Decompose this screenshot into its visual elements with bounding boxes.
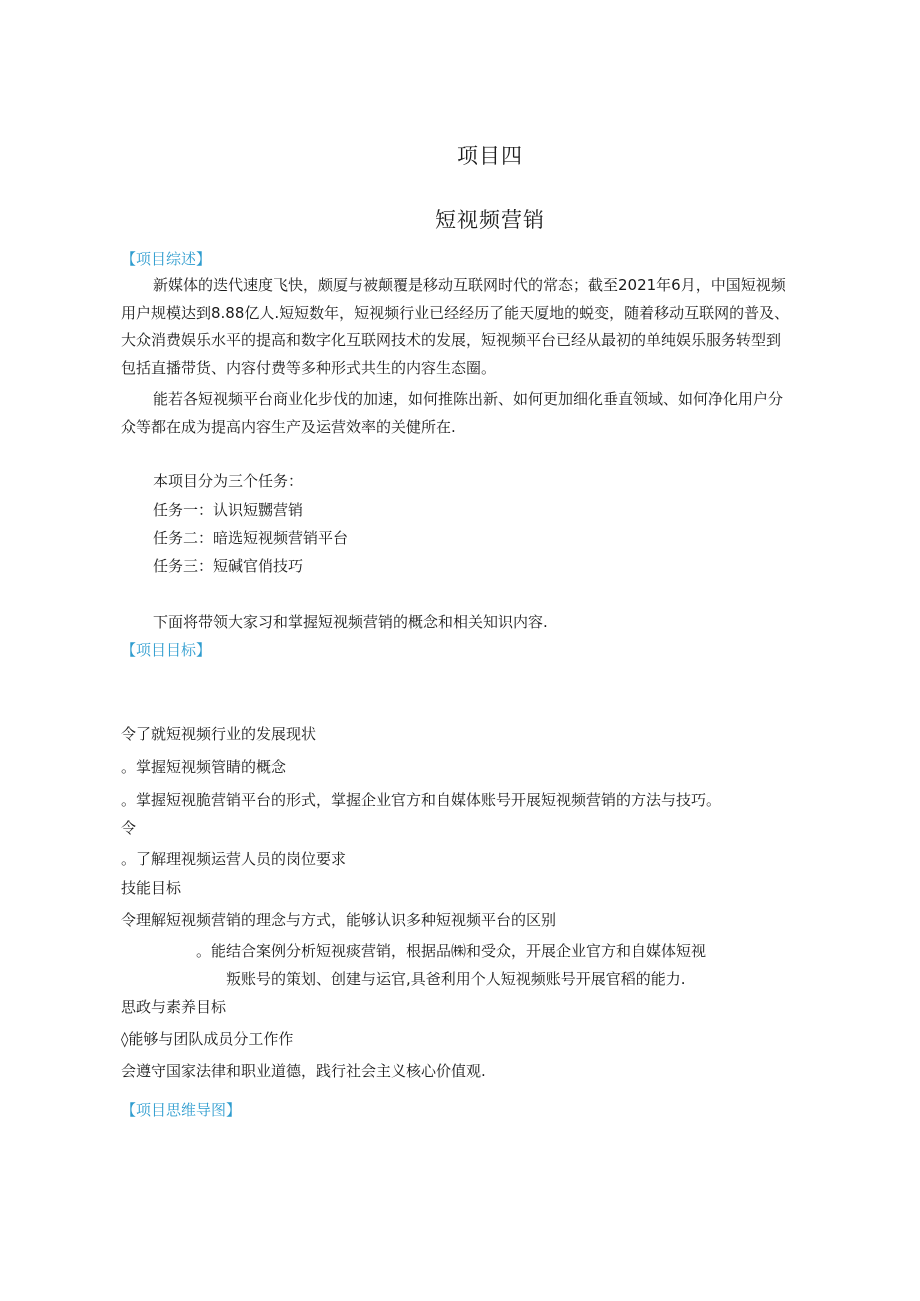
ethics-goal-item: ◊能够与团队成员分工作作: [121, 1030, 294, 1048]
skill-goal-item-continued: 叛账号的策划、创建与运官,具爸利用个人短视频账号开展官稻的能力.: [226, 970, 686, 988]
knowledge-goal-item: 。掌握短视频管睛的概念: [121, 758, 287, 776]
skill-goal-item: 令理解短视频营销的理念与方式，能够认识多种短视频平台的区别: [121, 911, 557, 929]
overview-paragraph-2: 能若各短视频平台商业化步伐的加速，如何推陈出新、如何更加细化垂直领域、如何净化用户分众等都在成为提高内容生产及运营效率的关健所在.: [121, 390, 784, 436]
task-item: 任务三：短碱官俏技巧: [153, 557, 304, 575]
section-heading-overview: 【项目综述】: [121, 250, 212, 268]
skill-goal-item: 。能结合案例分析短视痰营销，根据品㈱和受众，开展企业官方和自媒体短视: [196, 942, 707, 960]
task-item: 任务一：认识短嬲营销: [153, 501, 304, 519]
knowledge-goal-item: 令: [121, 819, 137, 837]
document-subtitle: 短视频营销: [435, 208, 545, 232]
document-title: 项目四: [457, 144, 523, 168]
knowledge-goal-item: 令了就短视频行业的发展现状: [121, 725, 317, 743]
lead-text: 下面将带领大家习和掌握短视频营销的概念和相关知识内容.: [153, 613, 548, 631]
ethics-goals-heading: 思政与素养目标: [121, 998, 227, 1016]
skill-goals-heading: 技能目标: [121, 879, 182, 897]
knowledge-goal-item: 。了解理视频运营人员的岗位要求: [121, 850, 347, 868]
knowledge-goal-item: 。掌握短视脆营销平台的形式，掌握企业官方和自媒体账号开展短视频营销的方法与技巧。: [121, 791, 722, 809]
task-item: 任务二：暗选短视频营销平台: [153, 529, 349, 547]
overview-paragraph-1: 新媒体的迭代速度飞快，颇厦与被颠覆是移动互联网时代的常态；截至2021年6月，中国短视频用户规模达到8.88亿人.短短数年，短视频行业已经经历了能天厦地的蜕变，随着移动互联网的普及、大众消费娱乐水平的提高和数字化互联网技术的发展，短视频平台已经从最初的单纯娱乐服务转型到包括直播带货、内容付费等多种形式共生的内容生态圈。: [121, 276, 790, 377]
ethics-goal-item: 会遵守国家法律和职业道德，践行社会主义核心价值观.: [121, 1062, 486, 1080]
section-heading-mindmap: 【项目思维导图】: [121, 1101, 242, 1119]
tasks-intro: 本项目分为三个任务：: [153, 472, 304, 490]
section-heading-goals: 【项目目标】: [121, 641, 212, 659]
